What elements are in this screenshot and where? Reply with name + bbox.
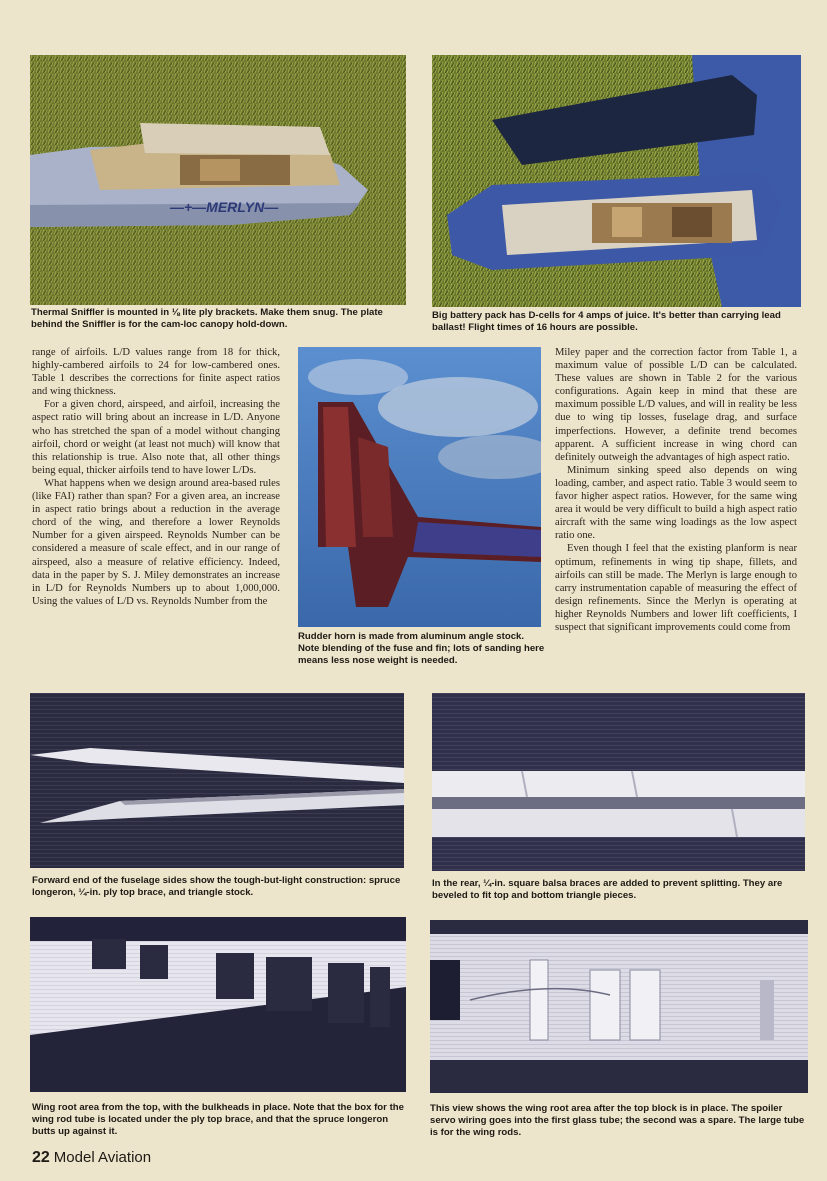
caption-battery-pack: Big battery pack has D-cells for 4 amps of juice. It's better than carrying lead ballast! Flight times of 16 hours are possible. — [432, 310, 781, 333]
photo-thermal-sniffler — [30, 55, 406, 305]
article-paragraph: For a given chord, airspeed, and airfoil, increasing the aspect ratio will bring about an increase in L/D. Anyone who has stretched the span of a model without changing airfoil, chord or weight (at least not much) will know that this relationship is true. Also note that, all other things being equal, thicker airfoils tend to have lower L/Ds. — [32, 399, 280, 476]
article-paragraph: Minimum sinking speed also depends on wing loading, camber, and aspect ratio. Table 3 would seem to favor higher aspect ratios. However, for the same wing area it would be very difficult to build a high aspect ratio aircraft with the same wing loadings as the low aspect ratio one. — [555, 464, 797, 542]
article-paragraph: What happens when we design around area-based rules (like FAI) rather than span? For a given area, an increase in aspect ratio brings about a reduction in the average chord of the wing, and therefore a lower Reynolds Number for a given airspeed. Reynolds Number can be considered a measure of scale effect, and in our range of airspeed, also a measure of relative efficiency. Indeed, data in the paper by S. J. Miley demonstrates an increase in L/D for Reynolds Numbers up to about 1,000,000. Using the values of L/D vs. Reynolds Number from the — [32, 477, 280, 607]
merlyn-fuselage-lettering: —+—MERLYN— — [170, 199, 279, 215]
photo-rear-fuselage — [432, 693, 805, 871]
caption-wing-root-glass: This view shows the wing root area after the top block is in place. The spoiler servo wiring goes into the first glass tube; the second was a spare. The large tube is for the wing rods. — [430, 1103, 805, 1138]
magazine-name: Model Aviation — [53, 1149, 152, 1166]
photo-forward-fuselage — [30, 693, 404, 868]
article-paragraph: Miley paper and the correction factor from Table 1, a maximum value of possible L/D can be calculated. These values are shown in Table 2 for the various configurations. Again keep in mind that these are maximum possible L/D values, and will in reality be less due to wing tip losses, fuselage drag, and surface imperfections. However, a definite trend becomes apparent. A sufficient increase in wing chord can definitely outweigh the advantages of high aspect ratio. — [555, 347, 797, 463]
caption-forward-fuselage: Forward end of the fuselage sides show the tough-but-light construction: spruce longeron, ¼-in. ply top brace, and triangle stock. — [32, 875, 401, 898]
caption-rear-fuselage: In the rear, ¼-in. square balsa braces are added to prevent splitting. They are beveled to fit top and bottom triangle pieces. — [432, 878, 783, 901]
article-column-left — [32, 346, 280, 608]
article-paragraph: range of airfoils. L/D values range from 18 for thick, highly-cambered airfoils to 24 for low-cambered ones. Table 1 describes the corrections for finite aspect ratios and wing thickness. — [32, 347, 280, 398]
article-column-right — [555, 346, 797, 634]
photo-wing-root-top — [30, 917, 406, 1092]
photo-battery-pack — [432, 55, 801, 307]
article-paragraph: Even though I feel that the existing planform is near optimum, refinements in wing tip shape, fillets, and airfoils can still be made. The Merlyn is large enough to carry instrumentation capable of measuring the effect of design refinements. Since the Merlyn is operating at higher Reynolds Numbers and lower lift coefficients, I suspect that significant improvements could come from — [555, 543, 797, 633]
caption-thermal-sniffler: Thermal Sniffler is mounted in ⅛ lite ply brackets. Make them snug. The plate behind the Sniffler is for the cam-loc canopy hold-down. — [31, 307, 383, 330]
caption-rudder-horn: Rudder horn is made from aluminum angle stock. Note blending of the fuse and fin; lots of sanding here means less nose weight is needed. — [298, 631, 545, 666]
caption-wing-root-top: Wing root area from the top, with the bulkheads in place. Note that the box for the wing rod tube is located under the ply top brace, and that the spruce longeron butts up against it. — [32, 1102, 404, 1137]
page-number: 22 — [32, 1149, 50, 1166]
photo-rudder-horn — [298, 347, 541, 627]
page-folio — [32, 1149, 151, 1167]
photo-wing-root-glass — [430, 920, 808, 1093]
